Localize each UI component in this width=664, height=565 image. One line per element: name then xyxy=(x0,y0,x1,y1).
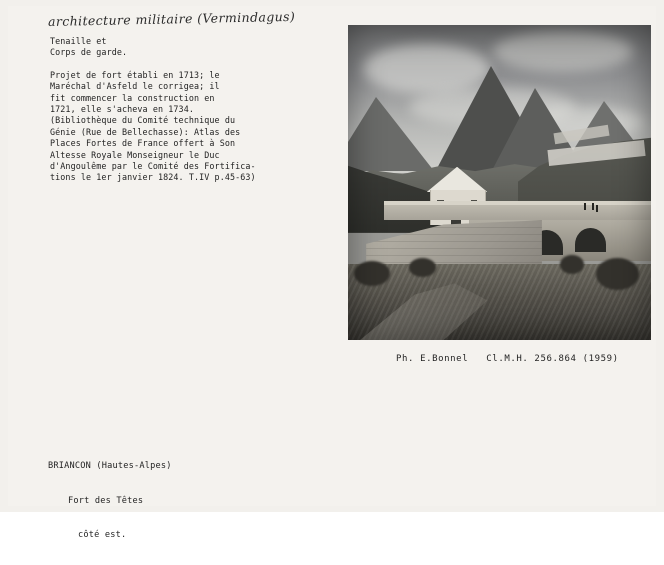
photo-scene xyxy=(348,25,651,340)
typed-body-line-5: (Bibliothèque du Comité technique du xyxy=(50,115,236,126)
bush xyxy=(560,255,584,274)
person-figure xyxy=(596,205,598,212)
bridge-arch xyxy=(575,228,605,252)
typed-heading-line-1: Tenaille et xyxy=(50,36,107,46)
typed-body-line-2: Maréchal d'Asfeld le corrigea; il xyxy=(50,81,220,92)
typed-spacer xyxy=(50,59,320,70)
rampart-wall xyxy=(384,205,651,221)
card-surface xyxy=(8,6,656,540)
bush xyxy=(409,258,436,277)
photograph xyxy=(348,25,651,340)
bush xyxy=(596,258,638,290)
typed-body-line-3: fit commencer la construction en xyxy=(50,92,215,103)
person-figure xyxy=(592,203,594,210)
caption-view: côté est. xyxy=(78,530,127,540)
handwritten-annotation: architecture militaire (Vermindagus) xyxy=(47,8,296,29)
typed-body-line-1: Projet de fort établi en 1713; le xyxy=(50,69,220,80)
typed-body-line-6: Génie (Rue de Bellechasse): Atlas des xyxy=(50,126,241,137)
typed-text-block xyxy=(50,36,320,184)
typed-body-line-7: Places Fortes de France offert à Son xyxy=(50,138,236,149)
typed-body-line-9: d'Angoulême par le Comité des Fortifica- xyxy=(50,161,256,172)
typed-heading-line-2: Corps de garde. xyxy=(50,47,128,58)
caption-block xyxy=(48,438,172,565)
photo-credit: Ph. E.Bonnel Cl.M.H. 256.864 (1959) xyxy=(396,354,619,364)
typed-body-line-8: Altesse Royale Monseigneur le Duc xyxy=(50,149,220,160)
typed-body-line-4: 1721, elle s'acheva en 1734. xyxy=(50,104,194,115)
mountain-peak xyxy=(348,97,434,171)
caption-location: BRIANCON (Hautes-Alpes) xyxy=(48,461,172,471)
typed-body-line-10: tions le 1er janvier 1824. T.IV p.45-63) xyxy=(50,172,256,183)
caption-monument: Fort des Têtes xyxy=(68,495,144,506)
person-figure xyxy=(584,203,586,210)
